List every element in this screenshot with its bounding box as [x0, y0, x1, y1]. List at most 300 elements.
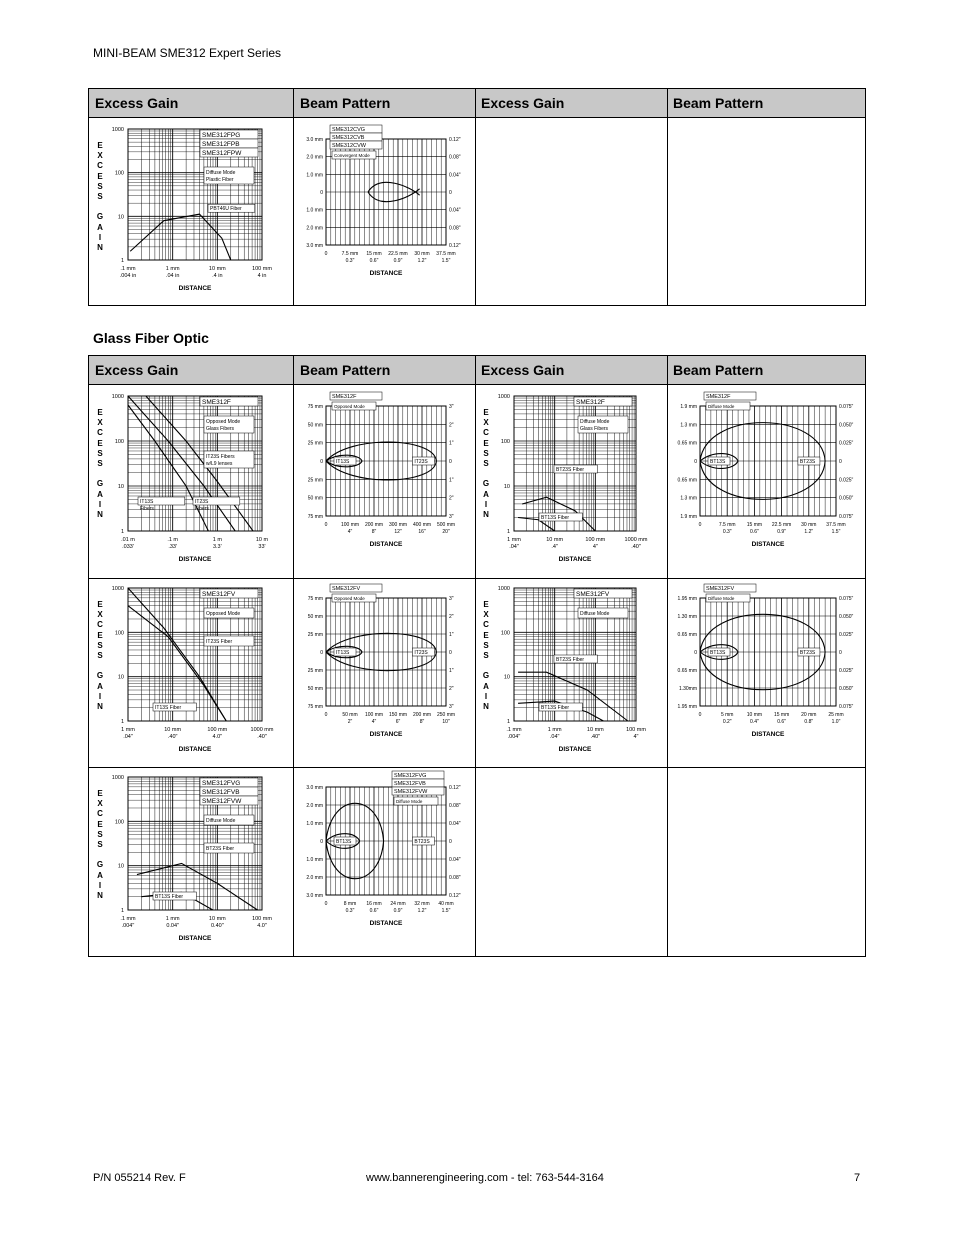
- y-axis-title-letter: E: [97, 141, 103, 150]
- y-axis-title-letter: S: [483, 640, 489, 650]
- beam-pattern-svg: [294, 767, 474, 955]
- x-tick-label: 30 mm: [414, 251, 430, 257]
- x-tick-label: .004": [121, 923, 135, 929]
- x-tick-label: 1.2": [417, 258, 427, 264]
- y-tick-label: 0.025": [839, 668, 854, 674]
- x-tick-label: 40 mm: [438, 901, 454, 907]
- fiber-label: IT13S: [336, 459, 350, 465]
- model-label: SME312F: [332, 394, 357, 400]
- x-tick-label: 37.5 mm: [436, 251, 456, 257]
- excess-gain-svg: [90, 767, 292, 955]
- y-tick-label: 25 mm: [307, 632, 323, 638]
- fiber-label: IT13S: [336, 650, 350, 656]
- footer-website: www.bannerengineering.com - tel: 763-544-3164: [366, 1172, 604, 1184]
- x-tick-label: 16 mm: [366, 901, 382, 907]
- beam-pattern-svg: [294, 386, 474, 576]
- model-label: SME312FV: [202, 591, 236, 598]
- y-tick-label: 50 mm: [307, 422, 323, 429]
- y-tick-label: 0.12": [449, 137, 461, 143]
- y-axis-title-letter: E: [483, 408, 489, 417]
- column-header: Beam Pattern: [667, 356, 865, 385]
- y-axis-title-letter: X: [483, 610, 489, 620]
- x-tick-label: 0.4": [750, 719, 759, 725]
- x-tick-label: 10 m: [255, 537, 269, 543]
- x-tick-label: 0: [698, 522, 702, 528]
- y-tick-label: 0: [694, 459, 697, 465]
- y-axis-title-letter: E: [483, 630, 489, 640]
- fiber-label: BT13S Fiber: [541, 515, 570, 521]
- note-label: IT23S Fibers: [206, 454, 235, 460]
- x-tick-label: 0: [324, 712, 328, 718]
- excess-gain-svg: [90, 119, 292, 305]
- model-label: SME312FVW: [394, 789, 428, 795]
- y-tick-label: 1.3 mm: [680, 422, 697, 429]
- beam-pattern-chart: [668, 386, 864, 576]
- y-tick-label: 1": [449, 668, 454, 674]
- y-axis-title-letter: S: [97, 181, 103, 191]
- y-axis-title-letter: G: [482, 671, 490, 681]
- x-tick-label: 0: [324, 522, 328, 528]
- x-tick-label: 1.5": [831, 529, 841, 535]
- fiber-label: BT23S: [414, 839, 430, 845]
- fiber-label: IT13S: [140, 499, 154, 505]
- fiber-label: BT23S Fiber: [556, 657, 585, 663]
- x-tick-label: 37.5 mm: [826, 522, 846, 528]
- y-tick-label: 0.65 mm: [677, 440, 697, 447]
- y-tick-label: 1.0 mm: [306, 857, 323, 863]
- y-tick-label: 0.12": [449, 243, 461, 249]
- y-axis-title-letter: G: [96, 212, 104, 222]
- x-tick-label: .40": [167, 734, 178, 740]
- y-axis-title-letter: E: [97, 171, 103, 181]
- x-tick-label: 0.3": [345, 258, 355, 264]
- model-label: SME312FPB: [202, 141, 240, 148]
- y-axis-title-letter: S: [97, 650, 103, 660]
- y-tick-label: 0.04": [449, 207, 461, 214]
- y-tick-label: 0: [320, 839, 323, 845]
- y-tick-label: 75 mm: [307, 404, 323, 410]
- y-tick-label: 1.3 mm: [680, 495, 697, 502]
- y-tick-label: 3.0 mm: [306, 137, 323, 143]
- excess-gain-chart: [90, 578, 292, 766]
- y-axis-title-letter: [95, 202, 105, 212]
- y-tick-label: 1.30 mm: [677, 614, 697, 620]
- column-header: Beam Pattern: [667, 89, 865, 118]
- x-tick-label: 6": [395, 719, 401, 725]
- x-tick-label: 200 mm: [364, 522, 384, 528]
- y-tick-label: 1.95 mm: [677, 704, 697, 710]
- x-tick-label: 0.6": [750, 529, 759, 535]
- x-tick-label: 100 mm: [252, 266, 272, 272]
- y-tick-label: 0.08": [449, 875, 461, 881]
- y-tick-label: 10: [117, 214, 124, 221]
- y-tick-label: 0.025": [839, 477, 854, 484]
- x-tick-label: 30 mm: [801, 522, 817, 528]
- fiber-label: BT13S: [710, 650, 726, 656]
- x-tick-label: .4 in: [212, 273, 223, 279]
- y-tick-label: 1: [506, 529, 510, 535]
- x-tick-label: 100 mm: [626, 727, 646, 733]
- y-axis-title-letter: E: [483, 438, 489, 448]
- x-tick-label: 4": [592, 544, 598, 550]
- x-tick-label: 1.5": [441, 258, 451, 264]
- y-tick-label: 0: [320, 459, 323, 465]
- x-tick-label: 4": [347, 529, 353, 535]
- excess-gain-svg: [90, 386, 292, 576]
- y-tick-label: 3": [449, 404, 454, 410]
- y-tick-label: 0.65 mm: [677, 668, 697, 674]
- y-tick-label: 0.04": [449, 857, 461, 863]
- x-tick-label: 8": [371, 529, 377, 535]
- y-axis-title-letter: E: [97, 408, 103, 417]
- y-tick-label: 3": [449, 514, 454, 520]
- x-tick-label: 1.5": [441, 908, 451, 914]
- mode-label: Diffuse Mode: [396, 799, 423, 804]
- excess-gain-chart: [90, 119, 292, 305]
- y-tick-label: 3.0 mm: [306, 243, 323, 249]
- x-tick-label: 1 m: [212, 537, 222, 543]
- y-axis-title-letter: X: [483, 418, 489, 428]
- beam-pattern-chart: [294, 767, 474, 955]
- y-tick-label: 2.0 mm: [306, 875, 323, 881]
- excess-gain-svg: [90, 578, 292, 766]
- y-axis-title-letter: I: [98, 499, 102, 509]
- column-header: Beam Pattern: [294, 89, 475, 118]
- y-axis-title-letter: C: [97, 620, 103, 630]
- y-tick-label: 3.0 mm: [306, 785, 323, 791]
- x-tick-label: 10": [442, 719, 450, 725]
- mode-label: Diffuse Mode: [708, 596, 735, 601]
- x-tick-label: 0.6": [369, 258, 379, 264]
- y-axis-title: [95, 408, 105, 520]
- y-tick-label: 100: [114, 170, 124, 177]
- x-tick-label: .004": [507, 734, 521, 740]
- fiber-label: IT23S: [195, 499, 209, 505]
- beam-pattern-svg: [668, 578, 864, 766]
- y-axis-title-letter: X: [97, 151, 103, 161]
- model-label: SME312FVG: [394, 773, 427, 779]
- x-tick-label: .1 mm: [120, 266, 136, 272]
- y-tick-label: 1000: [111, 394, 124, 400]
- beam-curve: [368, 189, 420, 202]
- excess-gain-svg: [476, 386, 666, 576]
- x-tick-label: 20 mm: [801, 712, 817, 718]
- model-label: SME312CVW: [332, 143, 366, 149]
- fiber-label: Fibers: [140, 506, 154, 512]
- y-tick-label: 0.025": [839, 440, 854, 447]
- note-label: Opposed Mode: [206, 419, 241, 425]
- y-tick-label: 0.04": [449, 172, 461, 179]
- y-tick-label: 10: [503, 674, 510, 681]
- x-tick-label: 300 mm: [388, 522, 408, 528]
- model-label: SME312FV: [332, 586, 361, 592]
- x-tick-label: 150 mm: [388, 712, 408, 718]
- y-tick-label: 0.050": [839, 686, 854, 692]
- y-axis-title-letter: E: [97, 630, 103, 640]
- y-axis-title-letter: N: [97, 242, 103, 252]
- y-axis-title-letter: E: [97, 438, 103, 448]
- y-tick-label: 3": [449, 596, 454, 602]
- y-tick-label: 1": [449, 440, 454, 447]
- fiber-label: BT23S Fiber: [556, 467, 585, 473]
- fiber-label: IT13S Fiber: [155, 705, 182, 711]
- fiber-label: BT23S: [799, 650, 816, 656]
- y-tick-label: 1.0 mm: [306, 821, 323, 827]
- y-tick-label: 0: [320, 190, 323, 196]
- y-axis-title-letter: N: [97, 509, 103, 519]
- note-label: w/L9 lenses: [206, 461, 233, 467]
- x-tick-label: .04": [549, 734, 560, 740]
- x-axis-title: DISTANCE: [369, 731, 403, 738]
- x-axis-title: DISTANCE: [369, 270, 403, 277]
- x-tick-label: 100 mm: [252, 916, 272, 922]
- y-axis-title-letter: I: [98, 232, 102, 242]
- section-title: Glass Fiber Optic: [93, 330, 209, 346]
- gain-curve: [130, 214, 231, 260]
- note-label: Glass Fibers: [580, 426, 609, 432]
- y-tick-label: 1: [120, 529, 124, 535]
- y-tick-label: 0.075": [839, 514, 854, 520]
- y-axis-title-letter: [95, 661, 105, 671]
- y-tick-label: 1": [449, 632, 454, 638]
- x-tick-label: 200 mm: [412, 712, 432, 718]
- x-tick-label: 22.5 mm: [388, 251, 408, 257]
- page-header: MINI-BEAM SME312 Expert Series: [93, 46, 282, 60]
- x-tick-label: 400 mm: [412, 522, 432, 528]
- beam-pattern-svg: [294, 578, 474, 766]
- x-tick-label: 0.9": [393, 258, 403, 264]
- y-tick-label: 3": [449, 704, 454, 710]
- y-axis-title-letter: A: [97, 681, 103, 691]
- x-tick-label: 10 mm: [208, 266, 226, 272]
- x-axis-title: DISTANCE: [178, 935, 212, 942]
- excess-gain-chart: [476, 386, 666, 576]
- y-tick-label: 10: [117, 674, 124, 681]
- model-label: SME312FPW: [202, 150, 242, 157]
- y-tick-label: 100: [114, 439, 124, 445]
- excess-gain-chart: [476, 578, 666, 766]
- x-tick-label: 0.6": [777, 719, 786, 725]
- y-tick-label: 1: [506, 719, 510, 725]
- x-tick-label: 1 mm: [507, 537, 521, 543]
- y-tick-label: 1.0 mm: [306, 172, 323, 179]
- x-tick-label: 0.6": [369, 908, 379, 914]
- y-axis-title: [481, 408, 491, 520]
- x-tick-label: 10 mm: [746, 712, 763, 718]
- model-label: SME312F: [202, 399, 231, 406]
- x-tick-label: .4": [551, 544, 558, 550]
- y-axis-title: [481, 600, 491, 712]
- fiber-label: Fibers: [195, 506, 209, 512]
- x-tick-label: 4.0": [212, 734, 223, 740]
- y-tick-label: 1000: [111, 127, 124, 133]
- y-tick-label: 75 mm: [307, 514, 323, 520]
- x-tick-label: .04": [123, 734, 133, 740]
- beam-pattern-svg: [668, 386, 864, 576]
- y-tick-label: 0.075": [839, 704, 854, 710]
- x-tick-label: 0.3": [345, 908, 355, 914]
- y-tick-label: 0.075": [839, 596, 854, 602]
- x-tick-label: 22.5 mm: [771, 522, 792, 528]
- y-tick-label: 1.30mm: [678, 686, 697, 692]
- x-tick-label: 7.5 mm: [718, 522, 736, 528]
- y-axis-title-letter: G: [96, 671, 104, 681]
- x-axis-title: DISTANCE: [369, 541, 403, 548]
- x-tick-label: 10 mm: [164, 727, 182, 733]
- column-header: Excess Gain: [89, 89, 294, 118]
- gain-curve: [518, 672, 628, 721]
- y-axis-title-letter: A: [97, 870, 103, 880]
- y-tick-label: 50 mm: [307, 686, 323, 692]
- y-axis-title-letter: S: [483, 458, 489, 468]
- y-axis-title-letter: S: [97, 839, 103, 849]
- beam-pattern-chart: [294, 119, 474, 305]
- y-tick-label: 0.65 mm: [677, 632, 697, 638]
- beam-curve: [368, 182, 420, 195]
- model-label: SME312F: [706, 394, 731, 400]
- x-tick-label: 100 mm: [585, 537, 606, 543]
- x-axis-title: DISTANCE: [751, 731, 785, 738]
- y-tick-label: 0.04": [449, 821, 461, 827]
- y-tick-label: 2.0 mm: [306, 154, 323, 161]
- y-tick-label: 75 mm: [307, 704, 323, 710]
- y-tick-label: 100: [114, 630, 124, 637]
- y-tick-label: 0.12": [449, 893, 461, 899]
- x-tick-label: 100 mm: [207, 727, 228, 733]
- y-axis-title-letter: S: [483, 650, 489, 660]
- y-tick-label: 1.9 mm: [680, 404, 697, 410]
- fiber-label: IT23S: [414, 459, 428, 465]
- x-tick-label: 8": [419, 719, 425, 725]
- x-tick-label: 4 in: [257, 273, 267, 279]
- y-tick-label: 25 mm: [307, 440, 323, 447]
- y-tick-label: 50 mm: [307, 614, 323, 620]
- y-axis-title-letter: E: [483, 600, 489, 609]
- x-axis-title: DISTANCE: [178, 746, 212, 753]
- excess-gain-chart: [90, 386, 292, 576]
- fiber-label: BT13S: [710, 459, 726, 465]
- note-label: Diffuse Mode: [580, 419, 610, 425]
- y-tick-label: 0.050": [839, 422, 854, 429]
- x-tick-label: 1 mm: [165, 916, 180, 922]
- x-tick-label: 100 mm: [340, 522, 360, 528]
- column-header: Excess Gain: [475, 89, 667, 118]
- y-axis-title-letter: A: [483, 489, 489, 499]
- y-axis-title-letter: [481, 661, 491, 671]
- y-axis-title: [95, 600, 105, 712]
- y-axis-title-letter: G: [96, 479, 104, 489]
- x-axis-title: DISTANCE: [369, 920, 403, 927]
- y-tick-label: 25 mm: [307, 477, 323, 484]
- x-tick-label: 2": [347, 719, 353, 725]
- mode-label: Diffuse Mode: [708, 404, 735, 409]
- x-axis-title: DISTANCE: [558, 556, 592, 563]
- model-label: SME312FVB: [394, 781, 426, 787]
- y-tick-label: 1: [120, 258, 124, 264]
- y-tick-label: 0.12": [449, 785, 461, 791]
- y-tick-label: 2": [449, 614, 454, 620]
- x-tick-label: 15 mm: [773, 712, 790, 718]
- x-tick-label: .40": [590, 734, 601, 740]
- y-tick-label: 10: [503, 484, 510, 490]
- mode-label: Opposed Mode: [334, 596, 365, 601]
- y-tick-label: 0: [839, 650, 842, 656]
- y-tick-label: 0.050": [839, 614, 854, 620]
- y-tick-label: 100: [500, 630, 510, 637]
- x-axis-title: DISTANCE: [558, 746, 592, 753]
- y-axis-title-letter: G: [96, 860, 104, 870]
- x-axis-title: DISTANCE: [751, 541, 785, 548]
- y-tick-label: 0.050": [839, 495, 854, 502]
- y-tick-label: 0: [449, 650, 452, 656]
- y-tick-label: 10: [117, 863, 124, 870]
- y-tick-label: 1000: [497, 394, 510, 400]
- x-tick-label: 0: [698, 712, 702, 718]
- y-tick-label: 0: [449, 459, 452, 465]
- mode-label: Convergent Mode: [334, 153, 370, 158]
- x-tick-label: .1 mm: [506, 727, 522, 733]
- y-axis-title-letter: S: [483, 448, 489, 458]
- x-tick-label: 0.40": [210, 923, 224, 929]
- x-tick-label: 0: [324, 251, 328, 257]
- y-axis-title-letter: A: [483, 681, 489, 691]
- y-tick-label: 1.0 mm: [306, 207, 323, 214]
- y-tick-label: 2.0 mm: [306, 803, 323, 809]
- y-tick-label: 1: [120, 908, 124, 914]
- y-tick-label: 0: [839, 459, 842, 465]
- x-tick-label: 4": [371, 719, 377, 725]
- x-tick-label: 0.9": [777, 529, 786, 535]
- x-tick-label: .1 m: [167, 537, 179, 543]
- y-axis-title-letter: G: [482, 479, 490, 489]
- x-tick-label: 4": [633, 734, 639, 740]
- y-tick-label: 75 mm: [307, 596, 323, 602]
- beam-pattern-chart: [668, 578, 864, 766]
- y-axis-title-letter: S: [97, 829, 103, 839]
- x-tick-label: .40": [257, 734, 267, 740]
- model-label: SME312FPG: [202, 132, 241, 139]
- x-tick-label: 32 mm: [414, 901, 430, 907]
- y-tick-label: 10: [117, 484, 124, 490]
- y-tick-label: 2": [449, 495, 454, 502]
- x-tick-label: 50 mm: [342, 712, 358, 718]
- y-tick-label: 0: [694, 650, 697, 656]
- y-axis-title-letter: A: [97, 489, 103, 499]
- y-axis-title-letter: S: [97, 640, 103, 650]
- y-tick-label: 25 mm: [307, 668, 323, 674]
- y-axis-title-letter: [95, 850, 105, 860]
- x-tick-label: 33': [258, 544, 266, 550]
- beam-pattern-chart: [294, 386, 474, 576]
- note-label: BT23S Fiber: [206, 846, 235, 852]
- x-tick-label: 1.2": [417, 908, 427, 914]
- y-axis-title-letter: S: [97, 191, 103, 201]
- x-tick-label: 1 mm: [121, 727, 135, 733]
- x-tick-label: 100 mm: [364, 712, 384, 718]
- y-axis-title-letter: X: [97, 610, 103, 620]
- y-tick-label: 0.075": [839, 404, 854, 410]
- model-label: SME312F: [576, 399, 605, 406]
- y-tick-label: 0.08": [449, 803, 461, 809]
- y-axis-title-letter: E: [97, 600, 103, 609]
- x-tick-label: .33': [168, 544, 178, 550]
- note-label: Diffuse Mode: [206, 818, 236, 824]
- x-tick-label: .1 mm: [120, 916, 136, 922]
- mode-label: Opposed Mode: [334, 404, 365, 409]
- beam-pattern-chart: [294, 578, 474, 766]
- x-tick-label: 10 mm: [208, 916, 226, 922]
- y-tick-label: 2": [449, 686, 454, 692]
